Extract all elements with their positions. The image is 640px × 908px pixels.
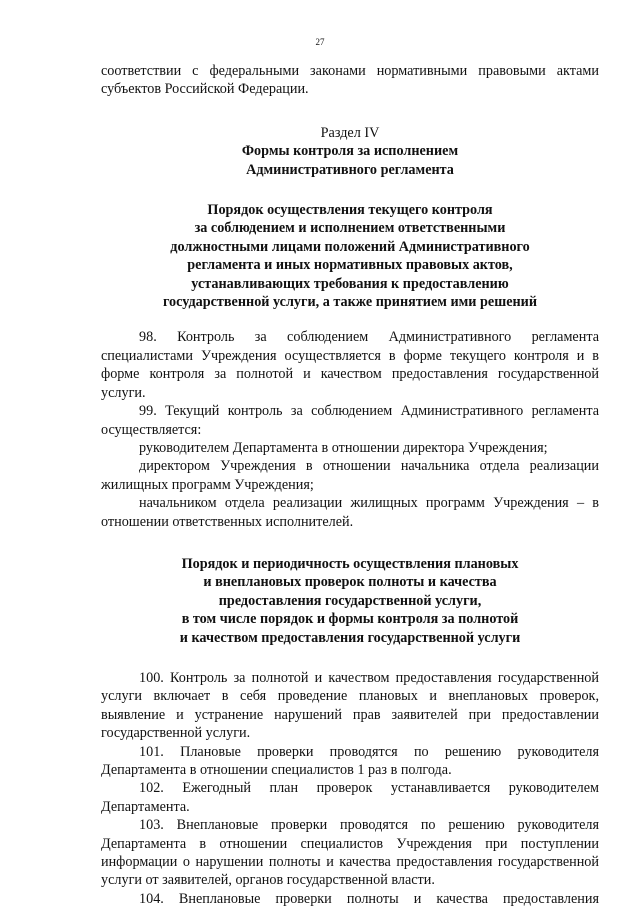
section-label: Раздел IV [320, 124, 380, 141]
section-title-line: Формы контроля за исполнением [241, 143, 459, 160]
intro-line: соответствии с федеральными законами нормативными правовыми актами [101, 63, 599, 79]
list-item: директором Учреждения в отношении начальника отдела реализации жилищных программ Учреждения; [101, 458, 599, 493]
subheading-line: в том числе порядок и формы контроля за полнотой [181, 611, 519, 628]
subheading-line: регламента и иных нормативных правовых актов, [187, 257, 513, 274]
subheading-line: государственной услуги, а также принятием ими решений [162, 294, 538, 311]
paragraph-103: 103. Внеплановые проверки проводятся по решению руководителя Департамента в отношении специалистов Учреждения при поступлении информации о нарушении полноты и качества предоставления государственной услуги от заявителей, органов государственной власти. [101, 817, 599, 889]
subheading-line: и внеплановых проверок полноты и качества [203, 574, 497, 591]
intro-paragraph [101, 62, 599, 99]
intro-line: субъектов Российской Федерации. [101, 81, 309, 98]
subheading-line: за соблюдением и исполнением ответственными [194, 220, 506, 237]
list-item: начальником отдела реализации жилищных программ Учреждения – в отношении ответственных исполнителей. [101, 495, 599, 530]
subheading-line: предоставления государственной услуги, [218, 592, 482, 609]
paragraph-104: 104. Внеплановые проверки полноты и качества предоставления [139, 890, 599, 907]
subheading-line: Порядок осуществления текущего контроля [207, 202, 493, 219]
paragraph-101: 101. Плановые проверки проводятся по решению руководителя Департамента в отношении специалистов 1 раз в полгода. [101, 743, 599, 778]
subheading-line: устанавливающих требования к предоставлению [191, 275, 509, 292]
subheading-line: должностными лицами положений Административного [170, 238, 530, 255]
section-heading [101, 124, 599, 179]
paragraph-102: 102. Ежегодный план проверок устанавливается руководителем Департамента. [101, 780, 599, 815]
subheading-line: Порядок и периодичность осуществления плановых [181, 555, 519, 572]
page-number: 27 [315, 37, 325, 47]
paragraph-99: 99. Текущий контроль за соблюдением Административного регламента осуществляется: [101, 403, 599, 438]
subheading-inspections [101, 555, 599, 647]
subheading-line: и качеством предоставления государственной услуги [179, 629, 521, 646]
document-body [101, 62, 599, 908]
paragraph-100: 100. Контроль за полнотой и качеством предоставления государственной услуги включает в себя проведение плановых и внеплановых проверок, выявление и устранение нарушений прав заявителей при предоставлении государственной услуги. [101, 669, 599, 742]
subheading-current-control [101, 201, 599, 311]
section-title-line: Административного регламента [246, 161, 454, 178]
paragraph-98: 98. Контроль за соблюдением Административного регламента специалистами Учреждения осуществляется в форме текущего контроля и в форме контроля за полнотой и качеством предоставления государственной услуги. [101, 329, 599, 401]
list-item: руководителем Департамента в отношении директора Учреждения; [139, 439, 548, 456]
